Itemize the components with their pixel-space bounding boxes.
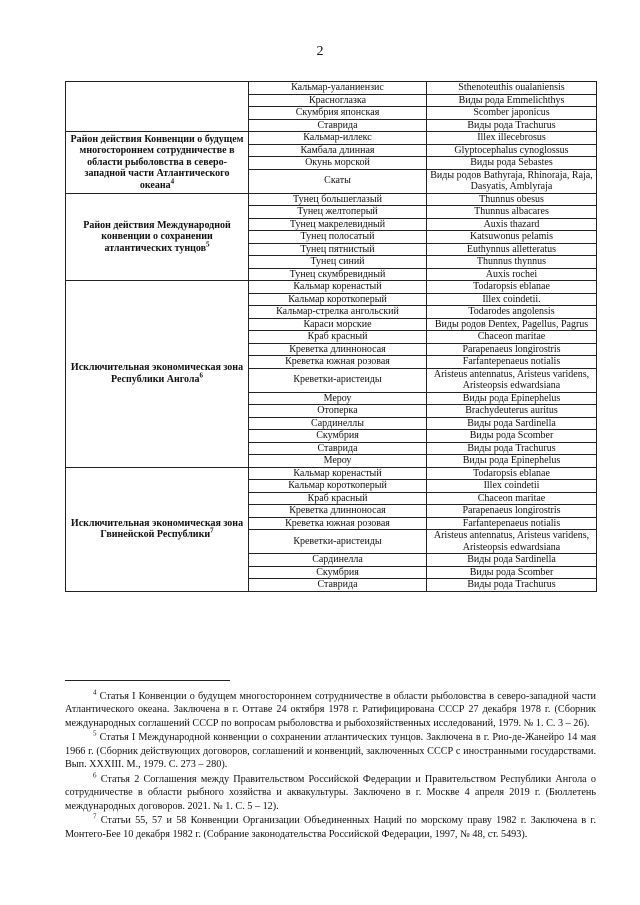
species-latin-name: Sthenoteuthis oualaniensis [427,82,597,95]
table-row [66,82,597,95]
species-latin-name: Виды рода Sardinella [427,417,597,430]
footnote-text: Статьи 55, 57 и 58 Конвенции Организации Объединенных Наций по морскому праву 1982 г. Заключена в г. Монтего-Бее 10 декабря 1982 г. (Собрание законодательства Российской Федерации, 1997, № 48, ст. 5493). [65,815,597,840]
species-latin-name: Виды родов Bathyraja, Rhinoraja, Raja, Dasyatis, Amblyraja [427,169,597,193]
species-latin-name: Chaceon maritae [427,331,597,344]
species-latin-name: Illex coindetii [427,480,597,493]
footnote-number: 6 [93,771,97,780]
species-latin-name: Farfantepenaeus notialis [427,356,597,369]
species-latin-name: Thunnus albacares [427,206,597,219]
species-russian-name: Краб красный [249,331,427,344]
region-name: Район действия Конвенции о будущем многостороннем сотрудничестве в области рыболовства в северо-западной части Атлантического океана [70,133,244,191]
species-russian-name: Тунец большеглазый [249,193,427,206]
footnote-ref: 5 [206,240,210,249]
species-russian-name: Кальмар коренастый [249,281,427,294]
species-russian-name: Тунец желтоперый [249,206,427,219]
species-russian-name: Скумбрия японская [249,107,427,120]
species-russian-name: Кальмар коренастый [249,467,427,480]
region-name: Район действия Международной конвенции о сохранении атлантических тунцов [83,219,231,254]
species-russian-name: Креветка южная розовая [249,517,427,530]
footnote-number: 4 [93,688,97,697]
species-latin-name: Виды рода Epinephelus [427,392,597,405]
species-russian-name: Ставрида [249,119,427,132]
species-russian-name: Скаты [249,169,427,193]
species-russian-name: Сардинелла [249,554,427,567]
region-cell [66,193,249,281]
footnote [65,731,596,771]
species-russian-name: Тунец синий [249,256,427,269]
species-latin-name: Parapenaeus longirostris [427,343,597,356]
footnote-text: Статья I Конвенции о будущем многостороннем сотрудничестве в области рыболовства в северо-западной части Атлантического океана. Заключена в г. Оттаве 24 октября 1978 г. Ратифицирована СССР 27 декабря 1978 г. (Сборник международных соглашений СССР по вопросам рыболовства и рыбохозяйственных исследований, 1979. № 1. С. 3 – 26). [65,691,597,729]
footnote-ref: 6 [199,371,203,380]
species-latin-name: Glyptocephalus cynoglossus [427,144,597,157]
region-name: Исключительная экономическая зона Республики Ангола [70,362,244,385]
species-latin-name: Виды рода Sardinella [427,554,597,567]
species-latin-name: Виды рода Scomber [427,566,597,579]
species-russian-name: Мероу [249,455,427,468]
species-latin-name: Thunnus obesus [427,193,597,206]
species-russian-name: Отоперка [249,405,427,418]
species-russian-name: Ставрида [249,579,427,592]
species-russian-name: Тунец скумбревидный [249,268,427,281]
species-russian-name: Камбала длинная [249,144,427,157]
species-latin-name: Виды рода Trachurus [427,119,597,132]
footnote [65,773,596,813]
footnote-separator [65,680,230,681]
species-latin-name: Todarodes angolensis [427,306,597,319]
footnote-ref: 7 [210,526,214,535]
footnote-text: Статья I Международной конвенции о сохранении атлантических тунцов. Заключена в г. Рио-де-Жанейро 14 мая 1966 г. (Сборник действующих договоров, соглашений и конвенций, заключенных СССР с иностранными государствами. Вып. XXXIII. М., 1979. С. 273 – 280). [65,732,597,771]
footnote-number: 5 [93,729,97,738]
species-russian-name: Кальмар-уаланиензис [249,82,427,95]
footnote [65,814,596,841]
species-russian-name: Тунец пятнистый [249,243,427,256]
species-russian-name: Ставрида [249,442,427,455]
species-russian-name: Красноглазка [249,94,427,107]
footnote-number: 7 [93,812,97,821]
species-latin-name: Виды рода Scomber [427,430,597,443]
species-latin-name: Chaceon maritae [427,492,597,505]
species-latin-name: Виды рода Trachurus [427,579,597,592]
species-latin-name: Auxis rochei [427,268,597,281]
species-latin-name: Aristeus antennatus, Aristeus varidens, Aristeopsis edwardsiana [427,368,597,392]
species-latin-name: Katsuwonus pelamis [427,231,597,244]
species-russian-name: Тунец макрелевидный [249,218,427,231]
species-russian-name: Окунь морской [249,157,427,170]
species-latin-name: Виды рода Sebastes [427,157,597,170]
species-russian-name: Кальмар-стрелка ангольский [249,306,427,319]
species-russian-name: Кальмар-иллекс [249,132,427,145]
species-russian-name: Караси морские [249,318,427,331]
region-name: Исключительная экономическая зона Гвинейской Республики [70,517,244,540]
species-russian-name: Сардинеллы [249,417,427,430]
species-latin-name: Farfantepenaeus notialis [427,517,597,530]
species-russian-name: Кальмар короткоперый [249,293,427,306]
species-latin-name: Aristeus antennatus, Aristeus varidens, Aristeopsis edwardsiana [427,530,597,554]
species-russian-name: Креветка длинноносая [249,343,427,356]
footnote [65,690,596,730]
species-latin-name: Виды рода Trachurus [427,442,597,455]
table-row [66,281,597,294]
species-russian-name: Скумбрия [249,566,427,579]
species-latin-name: Euthynnus alletteratus [427,243,597,256]
region-cell [66,82,249,132]
table-row [66,132,597,145]
species-russian-name: Мероу [249,392,427,405]
species-table [65,81,597,592]
species-latin-name: Brachydeuterus auritus [427,405,597,418]
species-russian-name: Кальмар короткоперый [249,480,427,493]
species-latin-name: Todaropsis eblanae [427,281,597,294]
species-russian-name: Креветки-аристеиды [249,530,427,554]
footnote-text: Статья 2 Соглашения между Правительством Российской Федерации и Правительством Республики Ангола о сотрудничестве в области рыбного хозяйства и аквакультуры. Заключено в г. Москве 4 апреля 2019 г. (Бюллетень международных договоров. 2021. № 1. С. 5 – 12). [65,773,597,812]
region-cell [66,132,249,194]
region-cell [66,281,249,468]
species-latin-name: Виды рода Epinephelus [427,455,597,468]
species-latin-name: Auxis thazard [427,218,597,231]
table-row [66,467,597,480]
species-russian-name: Креветка южная розовая [249,356,427,369]
species-latin-name: Scomber japonicus [427,107,597,120]
table-row [66,193,597,206]
page-number: 2 [316,44,324,59]
footnote-ref: 4 [170,177,175,186]
species-latin-name: Todaropsis eblanae [427,467,597,480]
species-latin-name: Виды родов Dentex, Pagellus, Pagrus [427,318,597,331]
species-russian-name: Тунец полосатый [249,231,427,244]
species-latin-name: Parapenaeus longirostris [427,505,597,518]
species-latin-name: Illex illecebrosus [427,132,597,145]
region-cell [66,467,249,591]
species-latin-name: Thunnus thynnus [427,256,597,269]
footnotes [65,690,596,842]
species-latin-name: Illex coindetii. [427,293,597,306]
species-latin-name: Виды рода Emmelichthys [427,94,597,107]
species-russian-name: Креветка длинноносая [249,505,427,518]
species-russian-name: Краб красный [249,492,427,505]
species-russian-name: Скумбрия [249,430,427,443]
species-russian-name: Креветки-аристеиды [249,368,427,392]
